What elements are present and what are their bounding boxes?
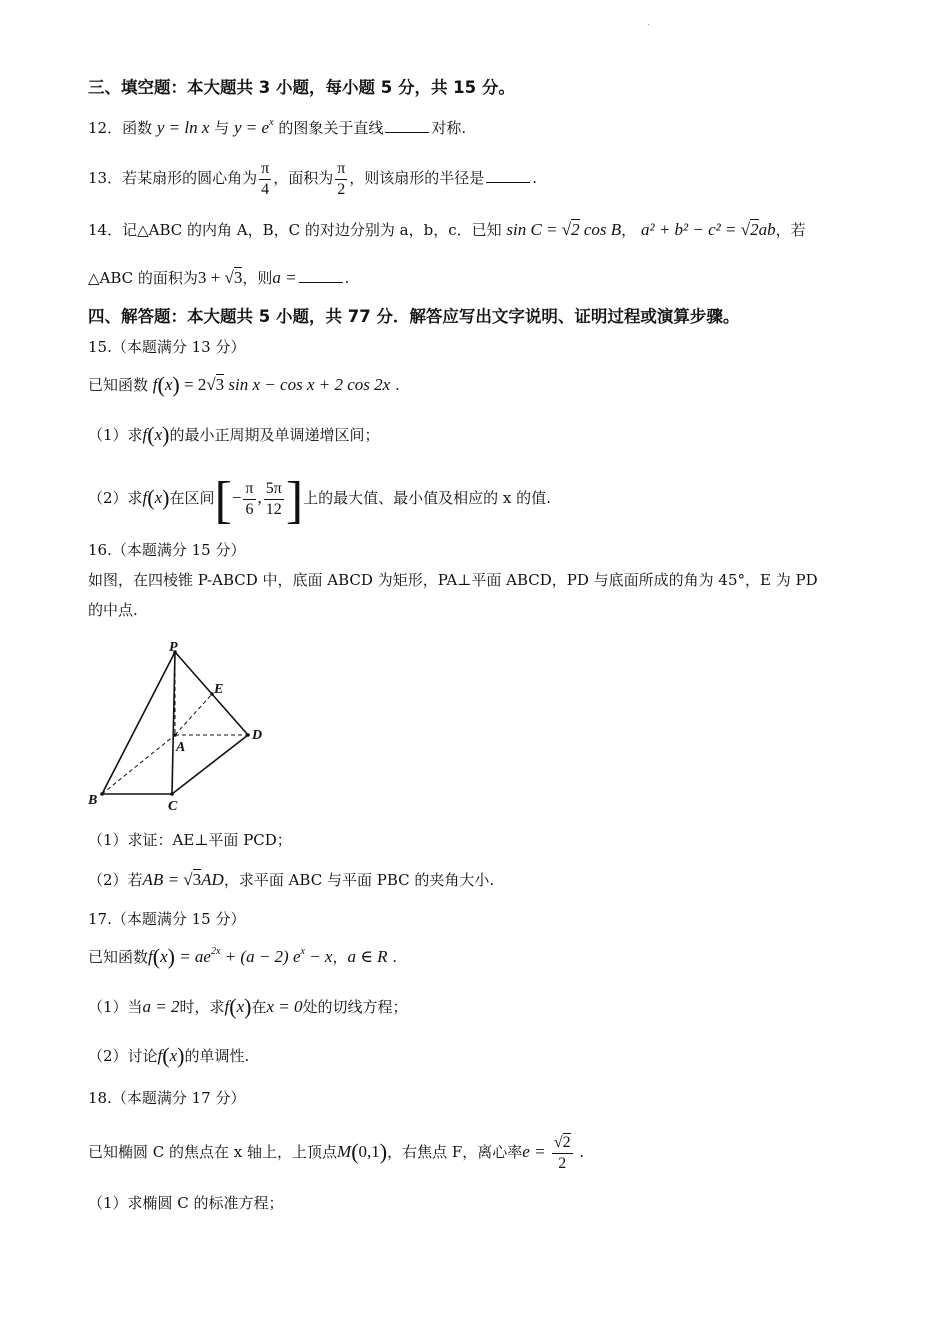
q13-text: 若某扇形的圆心角为 [122, 169, 258, 187]
q16-part1: （1）求证：AE⊥平面 PCD； [88, 831, 292, 849]
q15-part1: （1）求f(x)的最小正周期及单调递增区间； [88, 422, 380, 447]
q12-text-end: 对称. [431, 119, 467, 137]
fraction: $\frac{\pi}{2}$ [337, 159, 346, 198]
q15-part2: （2）求f(x)在区间[− $\frac{\pi}{6}$ , $\frac{5\pi}{12}$ ]上的最大值、最小值及相应的 x 的值. [88, 472, 551, 529]
q15-header: 15.（本题满分 13 分） [88, 338, 246, 356]
label-C: C [168, 799, 178, 813]
q14-sep: ， [621, 221, 637, 239]
q13-text-area: ，面积为 [273, 169, 334, 187]
q12-text: 函数 [122, 119, 153, 137]
question-14-line2 [88, 268, 349, 288]
q14-eq1: sin C = √2 cos B [506, 220, 622, 239]
q14-text: 记△ABC 的内角 A，B，C 的对边分别为 a，b，c．已知 [122, 221, 502, 239]
q14-end: . [344, 269, 350, 287]
q17-part2: （2）讨论f(x)的单调性. [88, 1043, 250, 1068]
segment-ae [175, 694, 212, 735]
label-D: D [252, 728, 263, 743]
label-B: B [88, 793, 98, 808]
q18-header: 18.（本题满分 17 分） [88, 1089, 246, 1107]
q14-area-text: △ABC 的面积为 [88, 269, 198, 287]
label-A: A [176, 740, 186, 755]
fraction: $\frac{√2}{2}$ [553, 1133, 571, 1172]
fraction: $\frac{\pi}{4}$ [261, 159, 270, 198]
q14-number: 14． [88, 221, 123, 239]
answer-blank[interactable] [299, 268, 343, 283]
label-P: P [169, 640, 178, 655]
answer-blank[interactable] [385, 118, 429, 133]
q13-number: 13． [88, 169, 123, 187]
fraction: $\frac{5\pi}{12}$ [265, 479, 282, 518]
q17-part1: （1）当a = 2时，求f(x)在x = 0处的切线方程； [88, 994, 408, 1019]
edge-ba [102, 735, 175, 794]
edge-pb [102, 652, 175, 794]
q14-text-end: ，若 [775, 221, 806, 239]
q18-part1: （1）求椭圆 C 的标准方程； [88, 1194, 284, 1212]
q12-number: 12． [88, 119, 123, 137]
q16-part2: （2）若AB = √3AD，求平面 ABC 与平面 PBC 的夹角大小. [88, 870, 495, 889]
pyramid-figure [86, 638, 276, 813]
question-14 [88, 220, 806, 240]
question-12 [88, 118, 466, 138]
q14-then: ，则 [242, 269, 273, 287]
answer-blank[interactable] [486, 168, 530, 183]
q15-stem: 已知函数 f(x) = 2√3 sin x − cos x + 2 cos 2x . [88, 372, 400, 397]
q17-header: 17.（本题满分 15 分） [88, 910, 246, 928]
q12-text-line: 的图象关于直线 [278, 119, 384, 137]
q14-area-value: 3 + √3 [197, 268, 243, 287]
q12-text-and: 与 [214, 119, 230, 137]
q16-stem-line2: 的中点. [88, 601, 138, 619]
header-mark: . [647, 18, 650, 27]
q12-formula-exp: $y = e^x$ [234, 117, 274, 137]
q14-a-eq: a = [272, 268, 297, 287]
fraction: $\frac{\pi}{6}$ [245, 479, 254, 518]
q13-text-radius: ，则该扇形的半径是 [349, 169, 485, 187]
q13-text-end: . [532, 169, 538, 187]
question-13 [88, 157, 537, 200]
q18-stem: 已知椭圆 C 的焦点在 x 轴上，上顶点M(0,1)，右焦点 F，离心率e = $\frac{√2}{2}$ . [88, 1133, 585, 1172]
q17-stem: 已知函数$f(x) = ae^{2x} + (a - 2) e^x - x$，a ∈ R . [88, 944, 398, 969]
section4-title: 四、解答题：本大题共 5 小题，共 77 分．解答应写出文字说明、证明过程或演算步骤。 [88, 307, 740, 326]
q16-header: 16.（本题满分 15 分） [88, 541, 246, 559]
label-E: E [214, 682, 224, 697]
q14-eq2: a² + b² − c² = √2ab [640, 220, 776, 239]
section3-title: 三、填空题：本大题共 3 小题，每小题 5 分，共 15 分。 [88, 78, 515, 97]
q16-stem-line1: 如图，在四棱锥 P-ABCD 中，底面 ABCD 为矩形，PA⊥平面 ABCD，PD 与底面所成的角为 45°，E 为 PD [88, 571, 818, 589]
q12-formula-ln: y = ln x [156, 118, 210, 137]
